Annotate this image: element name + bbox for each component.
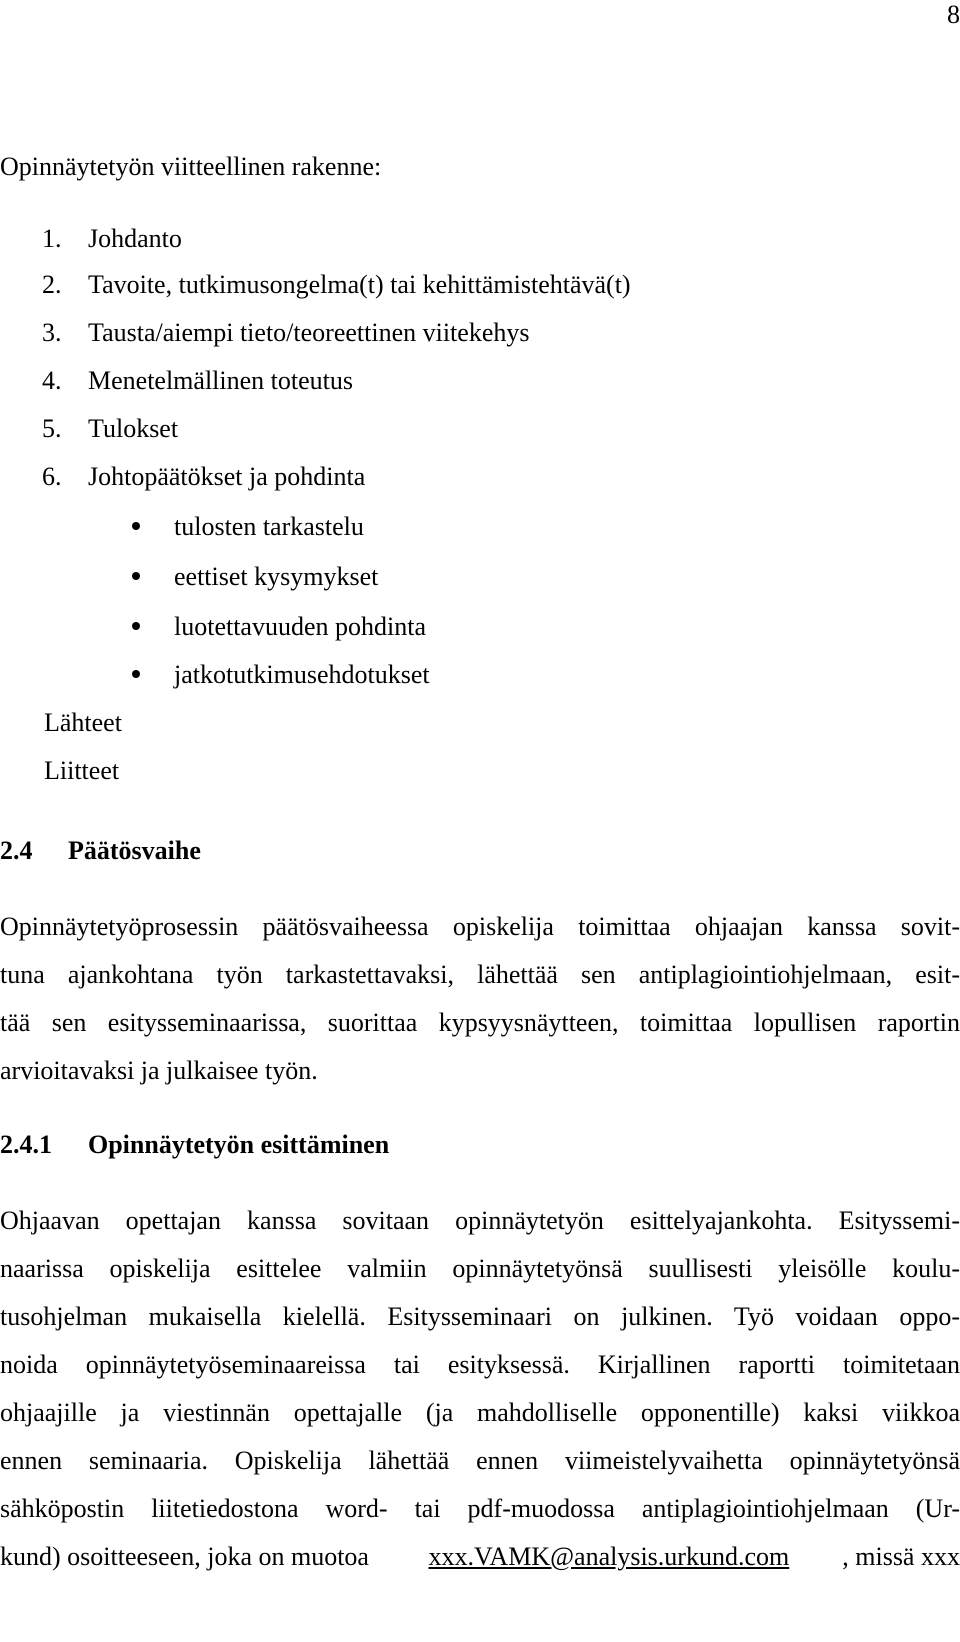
section-number: 2.4	[0, 836, 33, 865]
outline-intro: Opinnäytetyön viitteellinen rakenne:	[0, 152, 382, 181]
outline-item-number: 4.	[42, 366, 62, 395]
bullet-item-text: jatkotutkimusehdotukset	[174, 660, 430, 689]
outline-item-text: Johtopäätökset ja pohdinta	[88, 462, 366, 491]
bullet-icon	[132, 622, 140, 630]
paragraph-line: sähköpostin liitetiedostona word- tai pdf-muodossa antiplagiointiohjelmaan (Ur-	[0, 1494, 960, 1523]
outline-item-number: 2.	[42, 270, 62, 299]
outline-item-text: Tulokset	[88, 414, 179, 443]
page-number: 8	[947, 0, 960, 29]
subsection-number: 2.4.1	[0, 1130, 52, 1159]
paragraph-line: naarissa opiskelija esittelee valmiin opinnäytetyönsä suullisesti yleisölle koulu-	[0, 1254, 960, 1283]
paragraph-line: arvioitavaksi ja julkaisee työn.	[0, 1056, 318, 1085]
bullet-item-text: eettiset kysymykset	[174, 562, 379, 591]
bullet-icon	[132, 522, 140, 530]
outline-item-number: 5.	[42, 414, 62, 443]
paragraph-line: Ohjaavan opettajan kanssa sovitaan opinnäytetyön esittelyajankohta. Esityssemi-	[0, 1206, 960, 1235]
urkund-email-link[interactable]: xxx.VAMK@analysis.urkund.com	[428, 1542, 790, 1571]
bullet-icon	[132, 670, 140, 678]
outline-item-number: 1.	[42, 224, 62, 253]
bullet-item-text: tulosten tarkastelu	[174, 512, 364, 541]
bullet-item-text: luotettavuuden pohdinta	[174, 612, 427, 641]
section-title: Päätösvaihe	[68, 836, 201, 865]
bullet-icon	[132, 572, 140, 580]
paragraph-line: Opinnäytetyöprosessin päätösvaiheessa opiskelija toimittaa ohjaajan kanssa sovit-	[0, 912, 960, 941]
paragraph-line: ennen seminaaria. Opiskelija lähettää ennen viimeistelyvaihetta opinnäytetyönsä	[0, 1446, 960, 1475]
paragraph-last-line	[0, 1542, 960, 1572]
paragraph-line: tusohjelman mukaisella kielellä. Esitysseminaari on julkinen. Työ voidaan oppo-	[0, 1302, 960, 1331]
paragraph-line: tää sen esitysseminaarissa, suorittaa kypsyysnäytteen, toimittaa lopullisen raportin	[0, 1008, 960, 1037]
paragraph-line: tuna ajankohtana työn tarkastettavaksi, lähettää sen antiplagiointiohjelmaan, esit-	[0, 960, 960, 989]
paragraph-text: kund) osoitteeseen, joka on muotoa	[0, 1542, 376, 1571]
outline-item-text: Menetelmällinen toteutus	[88, 366, 353, 395]
references-label: Lähteet	[44, 708, 122, 737]
subsection-title: Opinnäytetyön esittäminen	[88, 1130, 390, 1159]
appendices-label: Liitteet	[44, 756, 120, 785]
paragraph-text: , missä xxx	[842, 1542, 960, 1571]
outline-item-text: Johdanto	[88, 224, 182, 253]
outline-item-text: Tausta/aiempi tieto/teoreettinen viitekehys	[88, 318, 530, 347]
paragraph-line: ohjaajille ja viestinnän opettajalle (ja mahdolliselle opponentille) kaksi viikkoa	[0, 1398, 960, 1427]
paragraph-line: noida opinnäytetyöseminaareissa tai esityksessä. Kirjallinen raportti toimitetaan	[0, 1350, 960, 1379]
outline-item-number: 3.	[42, 318, 62, 347]
outline-item-number: 6.	[42, 462, 62, 491]
outline-item-text: Tavoite, tutkimusongelma(t) tai kehittämistehtävä(t)	[88, 270, 631, 299]
